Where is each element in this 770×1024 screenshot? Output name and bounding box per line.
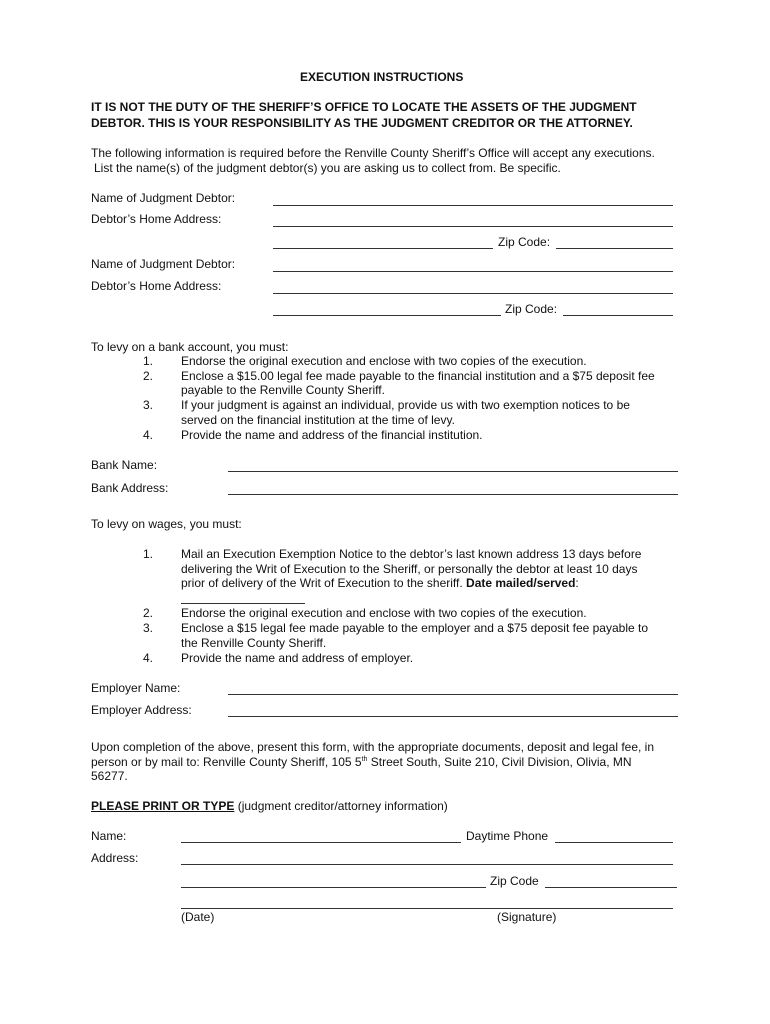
signature-label: (Signature) <box>497 910 557 924</box>
intro-line-2: List the name(s) of the judgment debtor(s) you are asking us to collect from. Be specific. <box>94 161 561 175</box>
bank-item-4-number: 4. <box>143 428 154 442</box>
bank-item-2-text-line-2: payable to the Renville County Sheriff. <box>181 383 385 397</box>
employer-address-field[interactable] <box>228 716 678 717</box>
debtor-1-address-field[interactable] <box>273 226 673 227</box>
employer-address-label: Employer Address: <box>91 703 192 717</box>
date-mailed-served-label: Date mailed/served <box>466 576 576 590</box>
creditor-heading <box>91 799 448 814</box>
debtor-2-address-label: Debtor’s Home Address: <box>91 279 222 293</box>
bank-item-3-text-line-2: served on the financial institution at the time of levy. <box>181 413 455 427</box>
bank-item-1-text: Endorse the original execution and enclose with two copies of the execution. <box>181 354 587 368</box>
creditor-zip-field[interactable] <box>545 887 677 888</box>
wage-item-1-text-line-1: Mail an Execution Exemption Notice to the debtor’s last known address 13 days before <box>181 547 642 561</box>
debtor-2-zip-label: Zip Code: <box>505 302 558 316</box>
completion-line-1: Upon completion of the above, present this form, with the appropriate documents, deposit and legal fee, in <box>91 740 655 754</box>
date-signature-field[interactable] <box>181 908 673 909</box>
bank-address-field[interactable] <box>228 494 678 495</box>
bank-name-field[interactable] <box>228 471 678 472</box>
debtor-1-name-field[interactable] <box>273 205 673 206</box>
date-mailed-served-colon: : <box>575 576 579 590</box>
completion-superscript: th <box>361 756 368 763</box>
completion-line-2-end: Street South, Suite 210, Civil Division, Olivia, MN <box>367 755 632 769</box>
bank-item-2-number: 2. <box>143 369 154 383</box>
debtor-1-zip-field[interactable] <box>556 248 673 249</box>
daytime-phone-field[interactable] <box>555 842 673 843</box>
wage-item-3-number: 3. <box>143 621 154 635</box>
creditor-name-field[interactable] <box>181 842 461 843</box>
completion-line-2 <box>91 755 632 770</box>
wage-levy-heading: To levy on wages, you must: <box>91 517 242 531</box>
wage-item-1-text-line-3-plain: prior of delivery of the Writ of Execution to the sheriff. <box>181 576 467 590</box>
wage-item-1-text-line-3 <box>181 576 579 591</box>
debtor-2-address-field[interactable] <box>273 293 673 294</box>
wage-item-2-number: 2. <box>143 606 154 620</box>
creditor-address-label: Address: <box>91 851 139 865</box>
debtor-1-address-line-2-field[interactable] <box>273 248 493 249</box>
bank-item-2-text-line-1: Enclose a $15.00 legal fee made payable to the financial institution and a $75 deposit fee <box>181 369 655 383</box>
wage-item-3-text-line-2: the Renville County Sheriff. <box>181 636 327 650</box>
creditor-address-line-2-field[interactable] <box>181 887 486 888</box>
employer-name-field[interactable] <box>228 694 678 695</box>
bank-address-label: Bank Address: <box>91 481 169 495</box>
creditor-name-label: Name: <box>91 829 127 843</box>
debtor-2-name-label: Name of Judgment Debtor: <box>91 257 236 271</box>
debtor-1-address-label: Debtor’s Home Address: <box>91 212 222 226</box>
warning-line-2: DEBTOR. THIS IS YOUR RESPONSIBILITY AS THE JUDGMENT CREDITOR OR THE ATTORNEY. <box>91 116 633 130</box>
bank-item-1-number: 1. <box>143 354 154 368</box>
creditor-zip-label: Zip Code <box>490 874 539 888</box>
wage-item-4-text: Provide the name and address of employer. <box>181 651 414 665</box>
daytime-phone-label: Daytime Phone <box>466 829 549 843</box>
creditor-address-field[interactable] <box>181 864 673 865</box>
completion-line-3: 56277. <box>91 769 128 783</box>
wage-item-2-text: Endorse the original execution and enclose with two copies of the execution. <box>181 606 587 620</box>
bank-item-4-text: Provide the name and address of the financial institution. <box>181 428 483 442</box>
debtor-2-zip-field[interactable] <box>563 315 673 316</box>
page-title: EXECUTION INSTRUCTIONS <box>300 70 464 84</box>
warning-line-1: IT IS NOT THE DUTY OF THE SHERIFF’S OFFICE TO LOCATE THE ASSETS OF THE JUDGMENT <box>91 100 637 114</box>
debtor-1-name-label: Name of Judgment Debtor: <box>91 191 236 205</box>
bank-name-label: Bank Name: <box>91 458 158 472</box>
wage-item-1-text-line-2: delivering the Writ of Execution to the Sheriff, or personally the debtor at least 10 days <box>181 562 638 576</box>
creditor-heading-note: (judgment creditor/attorney information) <box>234 799 448 813</box>
debtor-1-zip-label: Zip Code: <box>498 235 551 249</box>
date-label: (Date) <box>181 910 215 924</box>
bank-levy-heading: To levy on a bank account, you must: <box>91 340 289 354</box>
print-or-type-label: PLEASE PRINT OR TYPE <box>91 799 235 813</box>
intro-line-1: The following information is required before the Renville County Sheriff’s Office will accept any executions. <box>91 146 655 160</box>
date-mailed-served-field[interactable] <box>181 603 305 604</box>
wage-item-3-text-line-1: Enclose a $15 legal fee made payable to the employer and a $75 deposit fee payable to <box>181 621 648 635</box>
employer-name-label: Employer Name: <box>91 681 181 695</box>
debtor-2-address-line-2-field[interactable] <box>273 315 501 316</box>
wage-item-1-number: 1. <box>143 547 154 561</box>
bank-item-3-number: 3. <box>143 398 154 412</box>
wage-item-4-number: 4. <box>143 651 154 665</box>
debtor-2-name-field[interactable] <box>273 271 673 272</box>
completion-line-2-start: person or by mail to: Renville County Sheriff, 105 5 <box>91 755 362 769</box>
bank-item-3-text-line-1: If your judgment is against an individual, provide us with two exemption notices to be <box>181 398 630 412</box>
